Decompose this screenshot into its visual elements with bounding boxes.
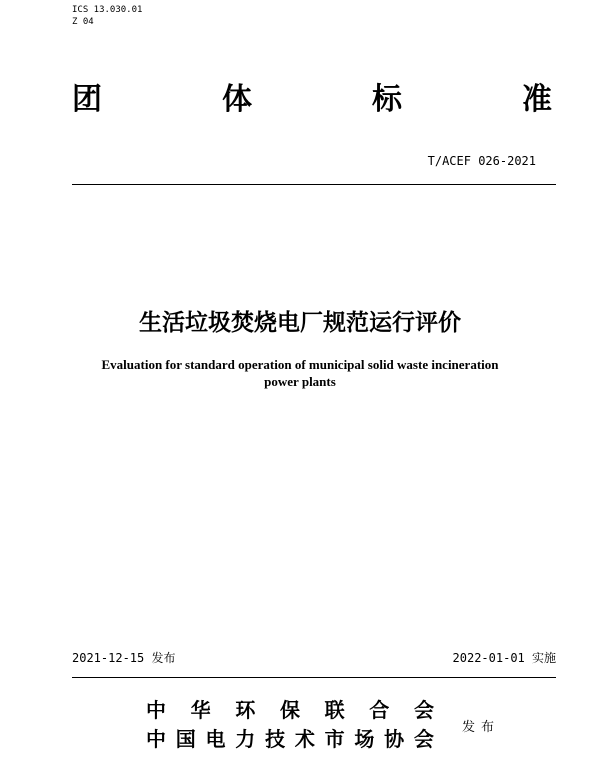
issuer-char: 场	[354, 727, 375, 751]
title-chinese: 生活垃圾焚烧电厂规范运行评价	[139, 310, 461, 336]
issuer-char: 华	[190, 698, 211, 722]
issuer-char: 电	[205, 727, 226, 751]
bottom-divider	[72, 677, 556, 678]
issuer-char: 环	[235, 698, 256, 722]
title-english-line: Evaluation for standard operation of municipal solid waste incineration	[101, 357, 499, 372]
issuer-char: 技	[265, 727, 286, 751]
issuer-char: 会	[413, 698, 434, 722]
ccs-code: Z 04	[72, 17, 94, 27]
top-divider	[72, 184, 556, 185]
issuer-char: 国	[175, 727, 196, 751]
standard-number: T/ACEF 026-2021	[427, 154, 536, 168]
issuer-org-1	[146, 697, 434, 723]
issuer-char: 中	[146, 698, 166, 722]
issuer-char: 合	[369, 698, 390, 722]
implementation-date: 2022-01-01 实施	[452, 651, 556, 665]
issuer-org-2	[146, 726, 434, 752]
issuer-char: 中	[146, 727, 166, 751]
issuer-char: 联	[324, 698, 345, 722]
standard-type-char: 标	[372, 82, 402, 117]
issuer-char: 力	[235, 727, 256, 751]
publication-date: 2021-12-15 发布	[72, 651, 176, 665]
issuer-char: 术	[294, 727, 315, 751]
classification-codes	[72, 4, 142, 28]
issuer-char: 协	[384, 727, 405, 751]
standard-type-heading	[72, 80, 552, 120]
issuer-char: 保	[279, 698, 300, 722]
issuer-char: 市	[324, 727, 345, 751]
ics-code: ICS 13.030.01	[72, 5, 143, 15]
title-english	[60, 356, 540, 390]
issue-label: 发布	[462, 720, 501, 735]
standard-type-char: 准	[522, 82, 552, 117]
standard-type-char: 团	[72, 82, 102, 117]
issuer-char: 会	[413, 727, 434, 751]
title-english-line: power plants	[264, 374, 336, 389]
standard-type-char: 体	[222, 82, 252, 117]
